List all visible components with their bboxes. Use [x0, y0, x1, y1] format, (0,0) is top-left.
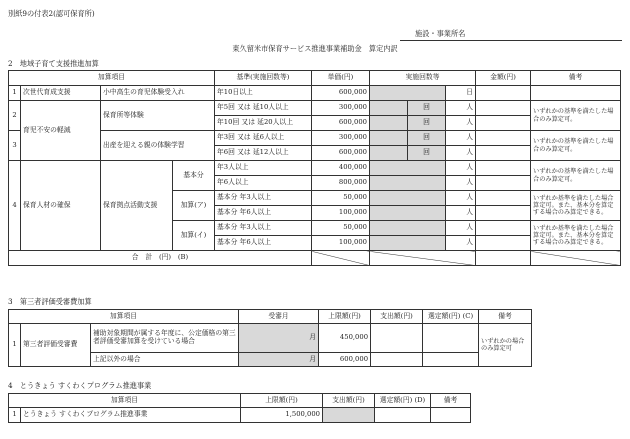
amount-input[interactable]	[476, 146, 531, 161]
count-input[interactable]: 回	[408, 101, 446, 116]
col-price: 単価(円)	[312, 71, 370, 86]
page-title: 東久留米市保育サービス推進事業補助金 算定内訳	[232, 44, 398, 53]
amount-input[interactable]	[476, 116, 531, 131]
people-input[interactable]: 人	[446, 191, 476, 206]
amount-input[interactable]	[476, 161, 531, 176]
amount-input[interactable]	[476, 221, 531, 236]
month-input[interactable]: 月	[239, 353, 319, 367]
expense-input[interactable]	[371, 324, 423, 353]
month-input[interactable]: 月	[239, 324, 319, 353]
col-criteria: 基準(実施回数等)	[215, 71, 312, 86]
selected-input[interactable]	[375, 408, 431, 423]
amount-input[interactable]	[476, 236, 531, 251]
table-row: 1 次世代育成支援 小中高生の育児体験受入れ 年10日以上 600,000 日	[9, 86, 621, 101]
people-input[interactable]: 人	[446, 161, 476, 176]
people-input[interactable]: 人	[446, 101, 476, 116]
people-input[interactable]: 人	[446, 221, 476, 236]
amount-input[interactable]	[476, 176, 531, 191]
col-count: 実施回数等	[370, 71, 476, 86]
table-row: 加算(ア) 基本分 年3人以上 50,000 人 いずれか基準を満たした場合算定可。また、基本分を算定する場合のみ算定できる。	[9, 191, 621, 206]
table-row: 3 出産を迎える親の体験学習 年3回 又は 延6人以上 300,000 回 人 いずれかの基準を満たした場合のみ算定可。	[9, 131, 621, 146]
table-row: 基本分 年6人以上 100,000 人	[9, 206, 621, 221]
people-input[interactable]: 人	[446, 176, 476, 191]
form-id: 別紙9の付表2(認可保育所)	[8, 9, 95, 18]
table-row: 1 第三者評価受審費 補助対象期間が属する年度に、公定価格の第三者評価受審加算を受けている場合 月 450,000 いずれかの場合のみ算定可	[9, 324, 532, 353]
people-input[interactable]: 人	[446, 206, 476, 221]
selected-input[interactable]	[423, 324, 479, 353]
table-row: 2 育児不安の軽減 保育所等体験 年5回 又は 延10人以上 300,000 回 人 いずれかの基準を満たした場合のみ算定可。	[9, 101, 621, 116]
section3-table: 加算項目 受審月 上限額(円) 支出額(円) 選定額(円) (C) 備考 1 第三者評価受審費 補助対象期間が属する年度に、公定価格の第三者評価受審加算を受けている場合 月 450,000 いずれかの場合のみ算定可 上記以外の場合 月 600,000	[8, 309, 532, 367]
section3-heading: 3 第三者評価受審費加算	[8, 297, 92, 306]
days-input[interactable]: 日	[446, 86, 476, 101]
total-amount-input[interactable]	[476, 251, 531, 266]
section4-heading: 4 とうきょう すくわくプログラム推進事業	[8, 381, 152, 390]
section2-table	[8, 70, 621, 266]
facility-name-field[interactable]	[400, 40, 622, 41]
table-row: 4 保育人材の確保 保育拠点活動支援 基本分 年3人以上 400,000 人 いずれかの基準を満たした場合のみ算定可。	[9, 161, 621, 176]
col-note: 備考	[531, 71, 621, 86]
table-row: 基本分 年6人以上 100,000 人	[9, 236, 621, 251]
people-input[interactable]: 人	[446, 131, 476, 146]
selected-input[interactable]	[423, 353, 479, 367]
table-row: 1 とうきょう すくわくプログラム推進事業 1,500,000	[9, 408, 471, 423]
total-row: 合 計 (円) (B)	[9, 251, 621, 266]
table-row: 年6人以上 800,000 人	[9, 176, 621, 191]
people-input[interactable]: 人	[446, 116, 476, 131]
section2-heading: 2 地域子育て支援推進加算	[8, 59, 99, 68]
amount-input[interactable]	[476, 191, 531, 206]
expense-input[interactable]	[323, 408, 375, 423]
col-amount: 金額(円)	[476, 71, 531, 86]
facility-label: 施設・事業所名	[415, 29, 466, 38]
people-input[interactable]: 人	[446, 146, 476, 161]
col-item: 加算項目	[9, 71, 215, 86]
count-input[interactable]: 回	[408, 131, 446, 146]
amount-input[interactable]	[476, 131, 531, 146]
people-input[interactable]: 人	[446, 236, 476, 251]
expense-input[interactable]	[371, 353, 423, 367]
table-row: 上記以外の場合 月 600,000	[9, 353, 532, 367]
table-row: 年6回 又は 延12人以上 600,000 回 人	[9, 146, 621, 161]
count-input[interactable]: 回	[408, 146, 446, 161]
amount-input[interactable]	[476, 206, 531, 221]
table-row: 加算(イ) 基本分 年3人以上 50,000 人 いずれか基準を満たした場合算定可。また、基本分を算定する場合のみ算定できる。	[9, 221, 621, 236]
count-input[interactable]: 回	[408, 116, 446, 131]
section4-table: 加算項目 上限額(円) 支出額(円) 選定額(円) (D) 備考 1 とうきょう すくわくプログラム推進事業 1,500,000	[8, 393, 471, 423]
amount-input[interactable]	[476, 101, 531, 116]
amount-input[interactable]	[476, 86, 531, 101]
table-row: 年10回 又は 延20人以上 600,000 回 人	[9, 116, 621, 131]
